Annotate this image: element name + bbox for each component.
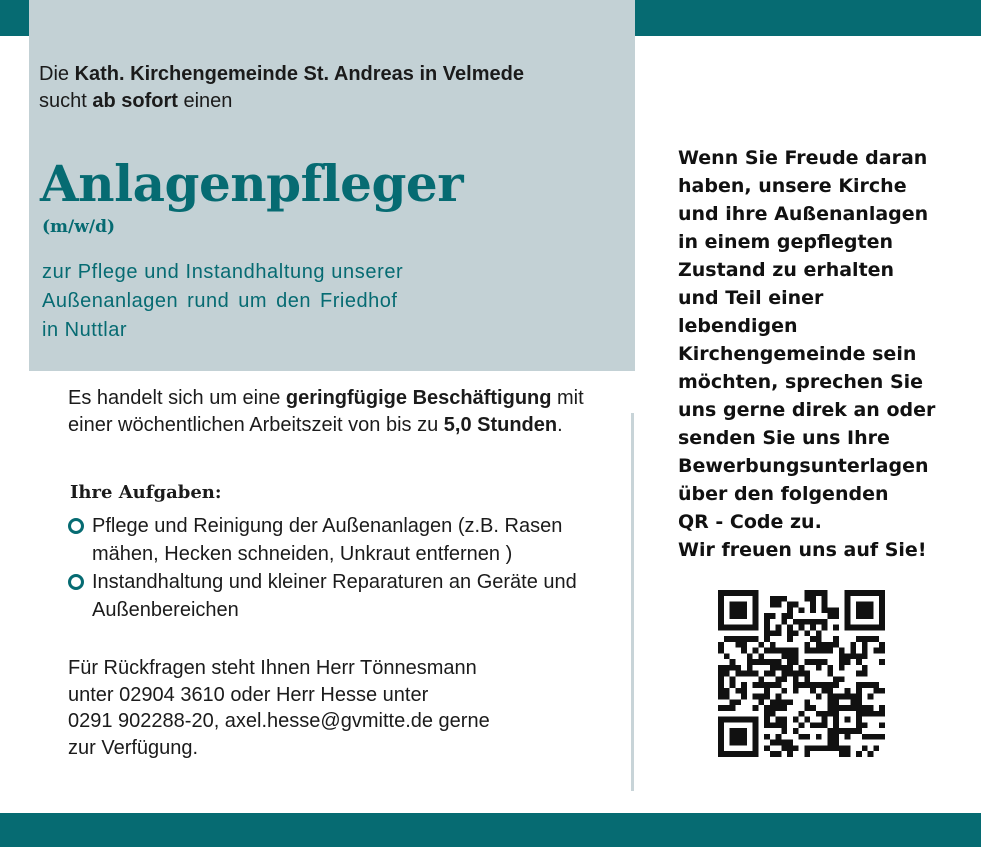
working-hours: 5,0 Stunden [443, 414, 558, 436]
cta-line: Zustand zu erhalten [678, 259, 895, 281]
qr-code-icon[interactable] [718, 590, 885, 757]
start-date: ab sofort [92, 90, 178, 112]
cta-line: Bewerbungsunterlagen [678, 455, 929, 477]
list-item [66, 512, 626, 568]
employer-name: Kath. Kirchengemeinde St. Andreas in Velmede [74, 63, 524, 85]
bottom-band [0, 813, 981, 847]
column-divider [631, 413, 634, 791]
contact-line: unter 02904 3610 oder Herr Hesse unter [68, 683, 429, 706]
purpose-line: Außenanlagen rund um den Friedhof [42, 290, 398, 312]
contact-info [68, 655, 588, 761]
tasks-heading: Ihre Aufgaben: [70, 482, 222, 503]
circle-bullet-icon [68, 574, 84, 590]
cta-line: Wir freuen uns auf Sie! [678, 539, 927, 561]
cta-line: und ihre Außenanlagen [678, 203, 929, 225]
cta-line: senden Sie uns Ihre [678, 427, 890, 449]
employment-suffix: . [557, 414, 563, 436]
intro-line2-prefix: sucht [39, 90, 93, 112]
cta-line: Wenn Sie Freude daran [678, 147, 928, 169]
cta-line: in einem gepflegten [678, 231, 894, 253]
intro-line2-suffix: einen [177, 90, 233, 112]
call-to-action [678, 144, 948, 564]
cta-line: lebendigen [678, 315, 798, 337]
list-item [66, 568, 626, 624]
task-text: Instandhaltung und kleiner Reparaturen an Geräte und Außenbereichen [92, 571, 577, 621]
tasks-list [66, 512, 626, 624]
job-title: Anlagenpfleger [40, 154, 464, 213]
cta-line: möchten, sprechen Sie [678, 371, 924, 393]
cta-line: uns gerne direk an oder [678, 399, 936, 421]
intro-text [39, 61, 524, 115]
task-text: Pflege und Reinigung der Außenanlagen (z.B. Rasen mähen, Hecken schneiden, Unkraut entfernen ) [92, 515, 563, 565]
purpose-line: zur Pflege und Instandhaltung unserer [42, 261, 404, 283]
employment-prefix: Es handelt sich um eine [68, 387, 286, 409]
circle-bullet-icon [68, 518, 84, 534]
employment-middle: mit einer wöchentlichen Arbeitszeit von bis zu [68, 387, 584, 436]
intro-prefix: Die [39, 63, 75, 85]
purpose-line: in Nuttlar [42, 319, 128, 341]
contact-line: Für Rückfragen steht Ihnen Herr Tönnesmann [68, 657, 477, 679]
cta-line: haben, unsere Kirche [678, 175, 907, 197]
cta-line: QR - Code zu. [678, 511, 822, 533]
job-purpose [42, 258, 462, 345]
gender-note: (m/w/d) [42, 217, 116, 237]
cta-line: und Teil einer [678, 287, 824, 309]
contact-line: zur Verfügung. [68, 736, 199, 759]
employment-type: geringfügige Beschäftigung [285, 387, 552, 409]
cta-line: Kirchengemeinde sein [678, 343, 917, 365]
contact-line: 0291 902288-20, axel.hesse@gvmitte.de gerne [68, 710, 490, 732]
cta-line: über den folgenden [678, 483, 889, 505]
employment-info [68, 385, 628, 439]
